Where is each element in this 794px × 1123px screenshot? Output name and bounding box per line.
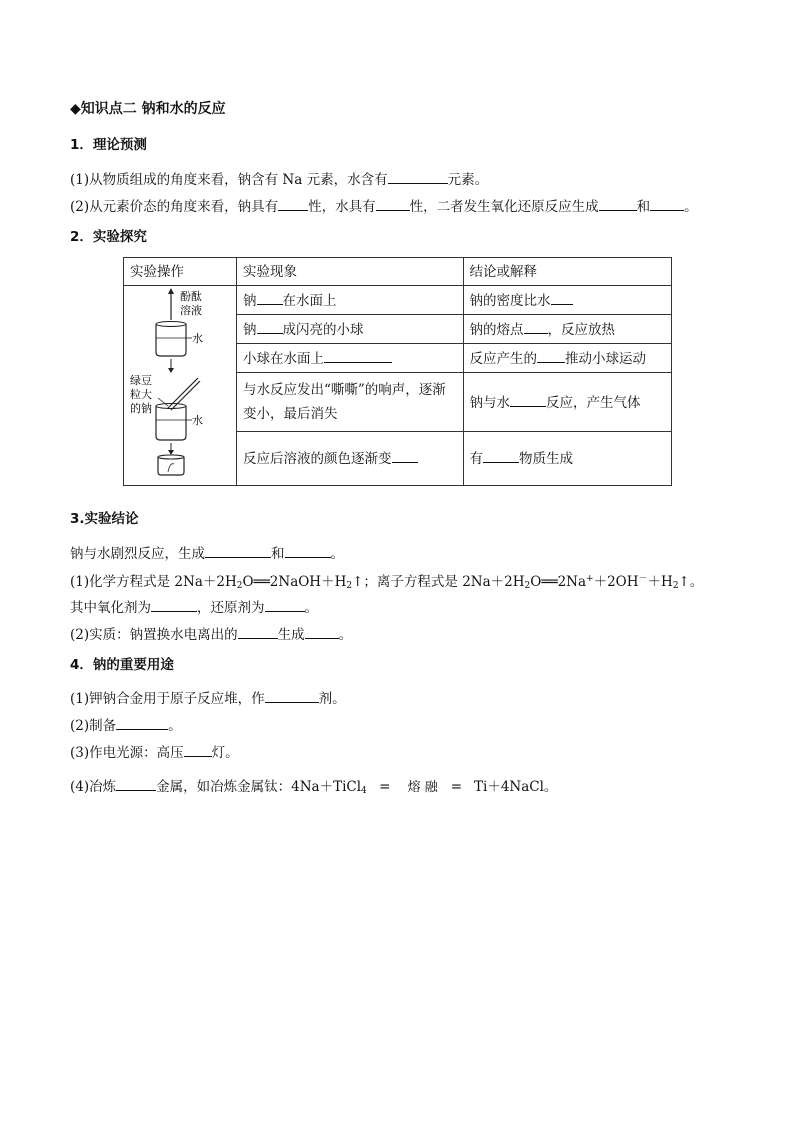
- cell-text: 成闪亮的小球: [282, 321, 364, 338]
- s4-text: (1)钾钠合金用于原子反应堆，作: [70, 691, 265, 707]
- s4-heading: 4．钠的重要用途: [70, 657, 174, 673]
- s3-text: 钠与水剧烈反应，生成: [70, 546, 205, 562]
- operation-figure-cell: [124, 286, 237, 486]
- equation-text: ＋2OH: [593, 574, 639, 590]
- table-row: [124, 286, 672, 315]
- s3-text: (2)实质：钠置换水电离出的: [70, 627, 238, 643]
- s4-text: (4)冶炼: [70, 779, 117, 795]
- cell-text: 钠: [243, 321, 257, 338]
- fill-blank[interactable]: [388, 169, 448, 184]
- fill-blank[interactable]: [257, 290, 283, 305]
- fill-blank[interactable]: [205, 543, 271, 558]
- s4-item3: [70, 742, 239, 762]
- figure-label: 酚酞: [180, 290, 202, 303]
- fill-blank[interactable]: [392, 448, 418, 463]
- conclusion-cell: [463, 286, 671, 315]
- s1-line2-text-e: 。: [684, 199, 698, 215]
- cell-text: 有: [469, 450, 484, 467]
- s3-line3: [70, 597, 318, 617]
- s4-item2: [70, 715, 182, 735]
- figure-label: 绿豆: [130, 374, 152, 387]
- s1-line2-text-a: (2)从元素价态的角度来看，钠具有: [70, 199, 279, 215]
- cell-text: 钠与水: [469, 394, 511, 411]
- equation-text: O══2Na: [530, 574, 587, 590]
- s4-text: 金属，如冶炼金属钛：4Na＋TiCl: [156, 779, 362, 795]
- cell-text: 反应后溶液的颜色逐渐变: [243, 450, 392, 467]
- s4-text: 剂。: [318, 691, 346, 707]
- s3-text: 。: [338, 627, 353, 643]
- phenomenon-cell: [237, 373, 464, 431]
- fill-blank[interactable]: [324, 348, 392, 363]
- s4-text: (3)作电光源：高压: [70, 745, 184, 761]
- fill-blank[interactable]: [265, 688, 319, 703]
- fill-blank[interactable]: [151, 597, 197, 612]
- equation-text: (1)化学方程式是 2Na＋2H: [70, 574, 237, 590]
- fill-blank[interactable]: [599, 196, 637, 211]
- s1-line2-text-c: 性，二者发生氧化还原反应生成: [409, 199, 599, 215]
- s1-line2: [70, 196, 698, 216]
- equation-sign: =: [450, 779, 462, 795]
- subscript: 2: [346, 581, 353, 591]
- s1-line1-text-b: 元素。: [447, 172, 489, 188]
- s4-text: 灯。: [211, 745, 239, 761]
- fill-blank[interactable]: [184, 742, 212, 757]
- cell-text: 小球在水面上: [243, 350, 324, 367]
- superscript: +: [586, 574, 594, 584]
- s3-text: 。: [330, 546, 344, 562]
- s3-line1: [70, 543, 344, 563]
- fill-blank[interactable]: [285, 543, 331, 558]
- s4-text: (2)制备: [70, 718, 117, 734]
- cell-text: 钠的熔点: [469, 321, 524, 338]
- experiment-apparatus-figure: [124, 286, 236, 479]
- s1-line2-text-b: 性，水具有: [308, 199, 376, 215]
- figure-label: 溶液: [180, 304, 202, 317]
- conclusion-cell: [463, 431, 671, 485]
- fill-blank[interactable]: [551, 290, 573, 305]
- phenomenon-cell: [237, 431, 464, 485]
- table-header-cell: 实验现象: [237, 258, 464, 286]
- equation-sign: =: [379, 779, 391, 795]
- cell-text: 与水反应发出“嘶嘶”的响声，逐渐变小，最后消失: [243, 382, 446, 423]
- cell-text: 钠的密度比水: [469, 292, 551, 309]
- table-header-cell: 实验操作: [124, 258, 237, 286]
- condition-text: 熔 融: [407, 780, 438, 795]
- s2-heading: 2．实验探究: [70, 229, 147, 245]
- fill-blank[interactable]: [116, 715, 168, 730]
- fill-blank[interactable]: [116, 776, 156, 791]
- s4-item1: [70, 688, 346, 708]
- phenomenon-cell: [237, 344, 464, 373]
- conclusion-cell: [463, 373, 671, 431]
- conclusion-cell: [463, 344, 671, 373]
- fill-blank[interactable]: [483, 448, 519, 463]
- conclusion-cell: [463, 315, 671, 344]
- s1-line2-text-d: 和: [636, 199, 651, 215]
- fill-blank[interactable]: [278, 196, 308, 211]
- section-title: ◆知识点二 钠和水的反应: [70, 101, 226, 117]
- s1-heading: 1．理论预测: [70, 137, 147, 153]
- s4-text: Ti＋4NaCl。: [474, 779, 558, 795]
- fill-blank[interactable]: [238, 624, 278, 639]
- fill-blank[interactable]: [265, 597, 305, 612]
- s3-line4: [70, 624, 352, 644]
- s3-equation-line: [70, 570, 703, 595]
- fill-blank[interactable]: [537, 348, 565, 363]
- fill-blank[interactable]: [510, 392, 546, 407]
- table-header-cell: 结论或解释: [463, 258, 671, 286]
- cell-text: 反应，产生气体: [546, 394, 641, 411]
- cell-text: 反应产生的: [469, 350, 538, 367]
- s3-text: ，还原剂为: [197, 600, 265, 616]
- cell-text: 物质生成: [519, 450, 574, 467]
- cell-text: ，反应放热: [547, 321, 616, 338]
- fill-blank[interactable]: [257, 319, 283, 334]
- s4-item4: [70, 776, 557, 800]
- equation-text: ↑。: [678, 574, 704, 590]
- s3-text: 其中氧化剂为: [70, 600, 151, 616]
- subscript: 2: [672, 581, 679, 591]
- equation-text: ＋H: [647, 574, 673, 590]
- phenomenon-cell: [237, 286, 464, 315]
- phenomenon-cell: [237, 315, 464, 344]
- subscript: 4: [361, 786, 367, 796]
- cell-text: 推动小球运动: [565, 350, 647, 367]
- equation-text: O══2NaOH＋H: [242, 574, 347, 590]
- s3-text: 生成: [277, 627, 305, 643]
- fill-blank[interactable]: [524, 319, 548, 334]
- figure-label: 水: [192, 414, 203, 427]
- s3-text: 和: [271, 546, 285, 562]
- fill-blank[interactable]: [376, 196, 410, 211]
- subscript: 2: [236, 581, 243, 591]
- superscript: －: [638, 574, 648, 584]
- equation-text: ↑；离子方程式是 2Na＋2H: [352, 574, 525, 590]
- subscript: 2: [524, 581, 531, 591]
- cell-text: 钠: [243, 292, 257, 309]
- experiment-table: [123, 257, 672, 486]
- s1-line1-text-a: (1)从物质组成的角度来看，钠含有 Na 元素，水含有: [70, 172, 388, 188]
- s3-heading: 3.实验结论: [70, 511, 139, 527]
- s4-text: 。: [168, 718, 182, 734]
- s3-text: 。: [304, 600, 318, 616]
- fill-blank[interactable]: [650, 196, 684, 211]
- fill-blank[interactable]: [305, 624, 339, 639]
- s1-line1: [70, 169, 488, 189]
- figure-label: 水: [192, 332, 203, 345]
- cell-text: 在水面上: [282, 292, 337, 309]
- table-header-row: [124, 258, 672, 286]
- figure-label: 的钠: [130, 402, 152, 415]
- figure-label: 粒大: [130, 388, 152, 401]
